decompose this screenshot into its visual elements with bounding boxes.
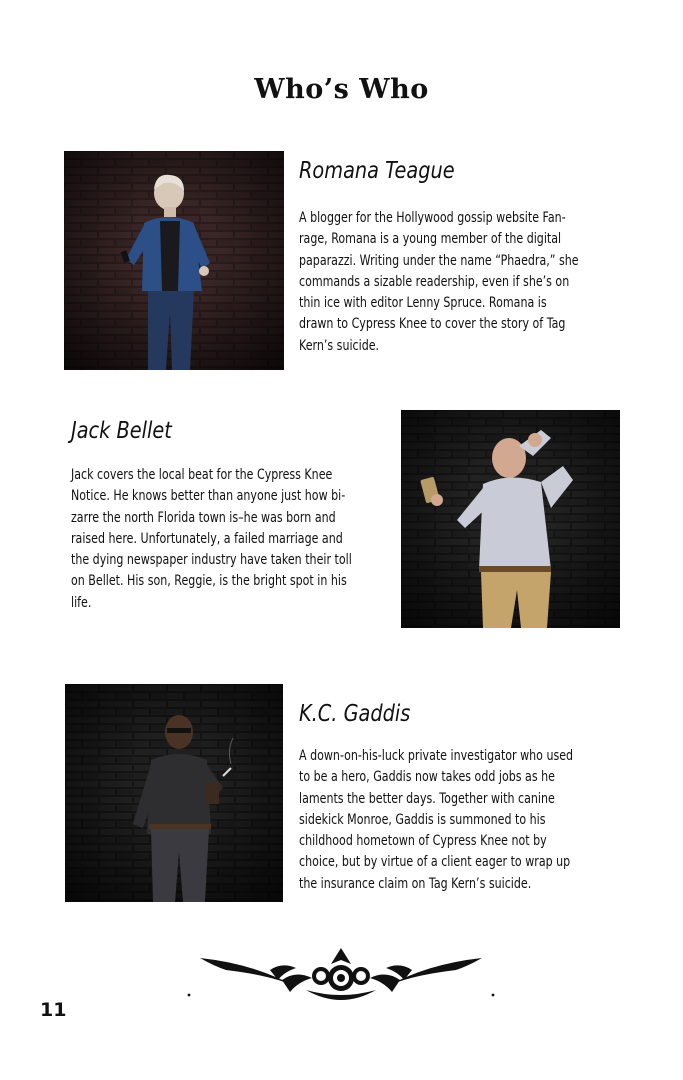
jack-bellet-portrait [401, 410, 620, 628]
ornament-flourish [186, 940, 496, 1014]
romana-teague-portrait [64, 151, 284, 370]
page-number: 11 [40, 999, 67, 1021]
page-title: Who’s Who [254, 74, 429, 105]
character-name-kc-gaddis: K.C. Gaddis [299, 701, 411, 727]
character-name-jack-bellet: Jack Bellet [71, 418, 172, 444]
character-bio-romana-teague: A blogger for the Hollywood gossip website Fan- rage, Romana is a young member of the digital paparazzi. Writing under the name “Phaedra,” she commands a sizable readership, even if she’s on thin ice with editor Lenny Spruce. Romana is drawn to Cypress Knee to cover the story of Tag Kern’s suicide. [299, 210, 579, 354]
character-bio-jack-bellet: Jack covers the local beat for the Cypress Knee Notice. He knows better than anyone just how bi- zarre the north Florida town is–he was born and raised here. Unfortunately, a failed marriage and the dying newspaper industry have taken their toll on Bellet. His son, Reggie, is the bright spot in his life. [71, 467, 352, 611]
character-bio-kc-gaddis: A down-on-his-luck private investigator who used to be a hero, Gaddis now takes odd jobs as he laments the better days. Together with canine sidekick Monroe, Gaddis is summoned to his childhood hometown of Cypress Knee not by choice, but by virtue of a client eager to wrap up the insurance claim on Tag Kern’s suicide. [299, 748, 574, 892]
kc-gaddis-portrait [65, 684, 283, 902]
character-name-romana-teague: Romana Teague [299, 158, 455, 184]
